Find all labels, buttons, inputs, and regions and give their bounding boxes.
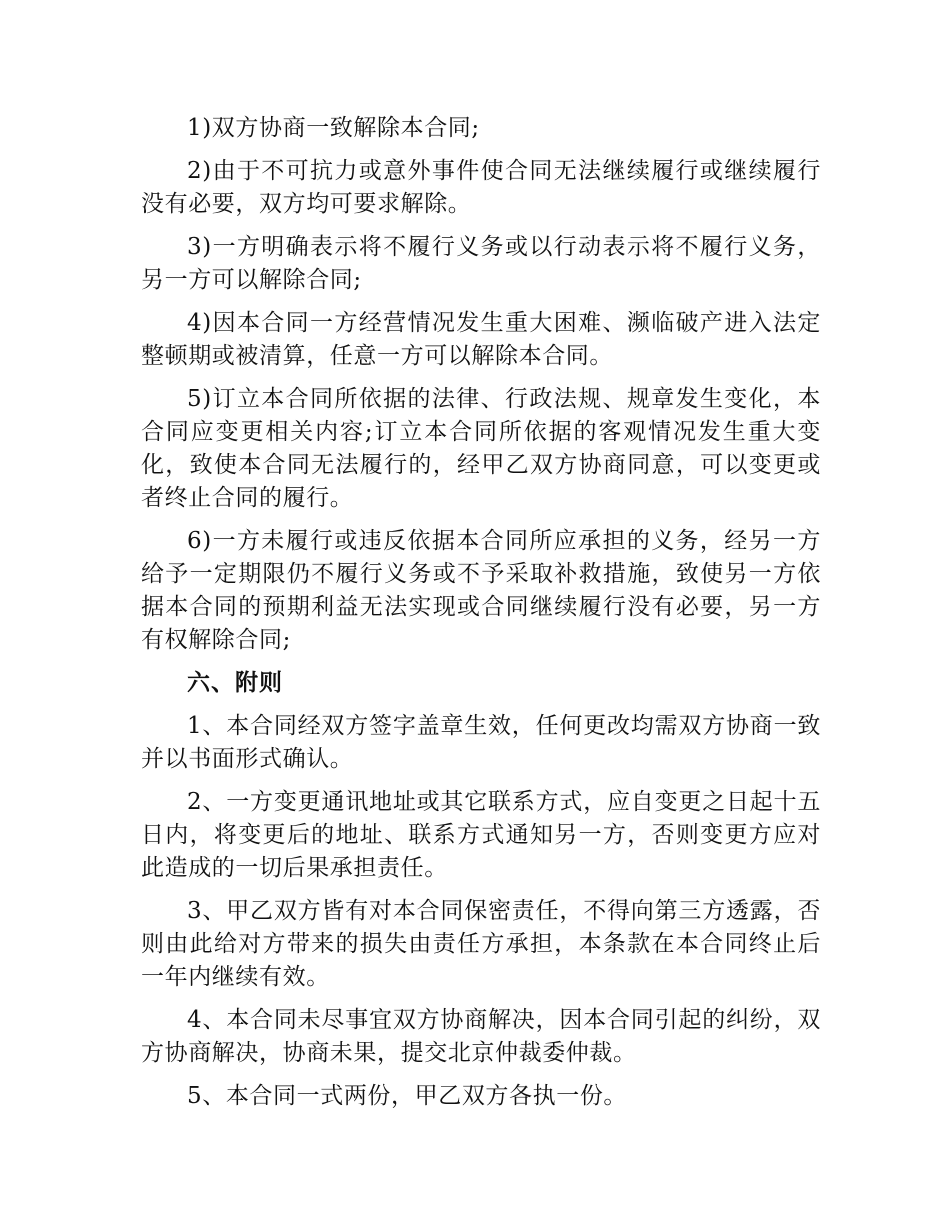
clause-4: 4)因本合同一方经营情况发生重大困难、濒临破产进入法定整顿期或被清算，任意一方可以解除本合同。 [141,310,821,369]
supplementary-5: 5、本合同一式两份，甲乙双方各执一份。 [187,1083,628,1109]
supplementary-4: 4、本合同未尽事宜双方协商解决，因本合同引起的纠纷，双方协商解决，协商未果，提交北京仲裁委仲裁。 [141,1007,821,1066]
supplementary-2: 2、一方变更通讯地址或其它联系方式，应自变更之日起十五日内，将变更后的地址、联系方式通知另一方，否则变更方应对此造成的一切后果承担责任。 [141,789,821,881]
section-heading: 六、附则 [187,670,283,696]
clause-5: 5)订立本合同所依据的法律、行政法规、规章发生变化，本合同应变更相关内容;订立本合同所依据的客观情况发生重大变化，致使本合同无法履行的，经甲乙双方协商同意，可以变更或者终止合同的履行。 [141,386,821,511]
clause-1: 1)双方协商一致解除本合同; [187,115,480,141]
document-body [141,112,821,1123]
clause-2: 2)由于不可抗力或意外事件使合同无法继续履行或继续履行没有必要，双方均可要求解除。 [141,158,821,217]
supplementary-1: 1、本合同经双方签字盖章生效，任何更改均需双方协商一致并以书面形式确认。 [141,713,821,772]
supplementary-3: 3、甲乙双方皆有对本合同保密责任，不得向第三方透露，否则由此给对方带来的损失由责任方承担，本条款在本合同终止后一年内继续有效。 [141,898,821,990]
clause-6: 6)一方未履行或违反依据本合同所应承担的义务，经另一方给予一定期限仍不履行义务或不予采取补救措施，致使另一方依据本合同的预期利益无法实现或合同继续履行没有必要，另一方有权解除合同; [141,528,821,653]
clause-3: 3)一方明确表示将不履行义务或以行动表示将不履行义务，另一方可以解除合同; [141,234,821,293]
